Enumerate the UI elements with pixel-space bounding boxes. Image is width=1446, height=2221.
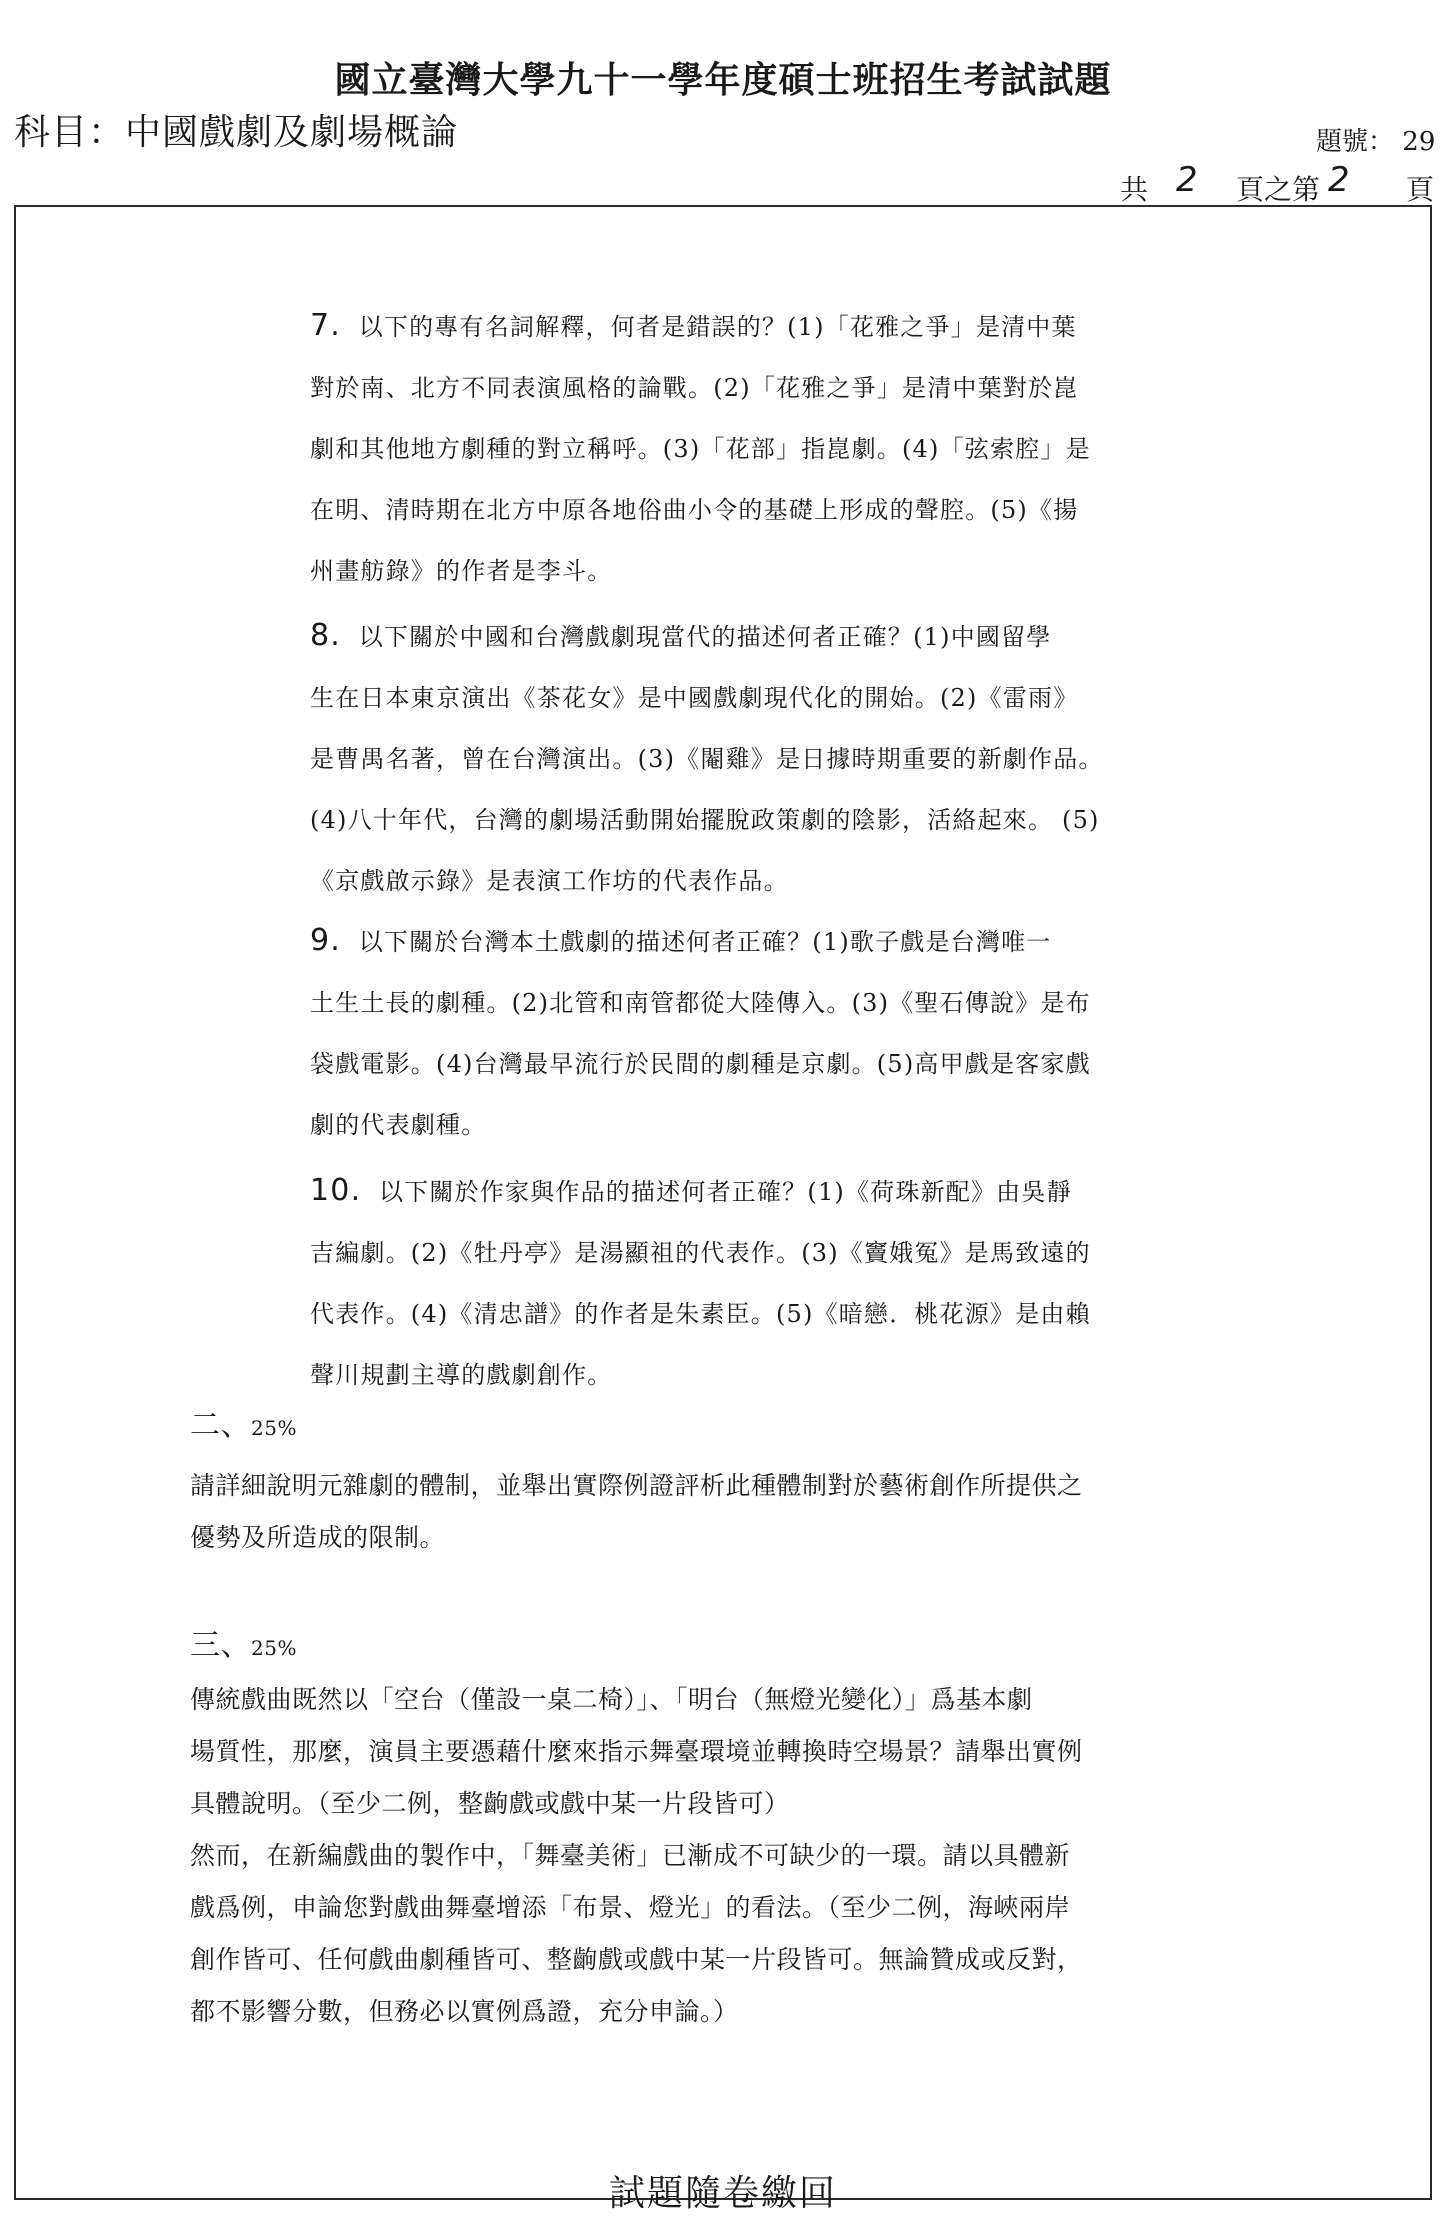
- section-3-label: 三、: [190, 1628, 251, 1663]
- question-text-line: 聲川規劃主導的戲劇創作。: [310, 1361, 613, 1389]
- question-7: [310, 295, 1170, 602]
- section-text-line: 請詳細說明元雜劇的體制，並舉出實際例證評析此種體制對於藝術創作所提供之: [190, 1471, 1083, 1500]
- section-3: [190, 1620, 1150, 2038]
- question-10: [310, 1160, 1170, 1406]
- question-number-10: 10.: [310, 1173, 362, 1208]
- question-number-8: 8.: [310, 618, 342, 653]
- question-text-line: (4)八十年代，台灣的劇場活動開始擺脫政策劇的陰影，活絡起來。 (5): [310, 806, 1100, 834]
- question-number-9: 9.: [310, 923, 342, 958]
- question-number-7: 7.: [310, 308, 342, 343]
- question-text-line: 《京戲啟示錄》是表演工作坊的代表作品。: [310, 867, 789, 895]
- question-text-line: 在明、清時期在北方中原各地俗曲小令的基礎上形成的聲腔。(5)《揚: [310, 496, 1079, 524]
- question-text-line: 以下關於台灣本土戲劇的描述何者正確？(1)歌子戲是台灣唯一: [358, 928, 1052, 956]
- question-8: [310, 605, 1170, 912]
- section-2: [190, 1400, 1150, 1564]
- section-text-line: 都不影響分數，但務必以實例爲證，充分申論。）: [190, 1997, 739, 2026]
- section-2-percent: 25%: [251, 1416, 297, 1440]
- question-number: [1316, 121, 1435, 158]
- section-text-line: 然而，在新編戲曲的製作中，「舞臺美術」已漸成不可缺少的一環。請以具體新: [190, 1841, 1071, 1870]
- page-count-suffix: 頁: [1406, 173, 1435, 206]
- question-text-line: 吉編劇。(2)《牡丹亭》是湯顯祖的代表作。(3)《竇娥冤》是馬致遠的: [310, 1239, 1091, 1267]
- page-count-total: 2: [1176, 160, 1198, 200]
- page-count-prefix: 共: [1120, 173, 1149, 206]
- section-text-line: 戲爲例，申論您對戲曲舞臺增添「布景、燈光」的看法。（至少二例，海峽兩岸: [190, 1893, 1071, 1922]
- question-9: [310, 910, 1170, 1156]
- question-text-line: 以下關於中國和台灣戲劇現當代的描述何者正確？(1)中國留學: [358, 623, 1052, 651]
- section-text-line: 創作皆可、任何戲曲劇種皆可、整齣戲或戲中某一片段皆可。無論贊成或反對，: [190, 1945, 1083, 1974]
- question-number-value: 29: [1402, 127, 1436, 157]
- exam-subject: 科目：中國戲劇及劇場概論: [14, 112, 459, 153]
- question-text-line: 劇的代表劇種。: [310, 1111, 487, 1139]
- question-text-line: 生在日本東京演出《茶花女》是中國戲劇現代化的開始。(2)《雷雨》: [310, 684, 1079, 712]
- section-text-line: 具體說明。（至少二例，整齣戲或戲中某一片段皆可）: [190, 1789, 790, 1818]
- return-exam-notice: 試題隨卷繳回: [608, 2173, 837, 2214]
- question-text-line: 是曹禺名著，曾在台灣演出。(3)《閹雞》是日據時期重要的新劇作品。: [310, 745, 1104, 773]
- section-3-percent: 25%: [251, 1636, 297, 1660]
- section-text-line: 傳統戲曲既然以「空台（僅設一桌二椅）」、「明台（無燈光變化）」爲基本劇: [190, 1685, 1033, 1714]
- section-text-line: 場質性，那麼，演員主要憑藉什麼來指示舞臺環境並轉換時空場景？請舉出實例: [190, 1737, 1083, 1766]
- question-text-line: 土生土長的劇種。(2)北管和南管都從大陸傳入。(3)《聖石傳說》是布: [310, 989, 1091, 1017]
- question-text-line: 代表作。(4)《清忠譜》的作者是朱素臣。(5)《暗戀．桃花源》是由賴: [310, 1300, 1091, 1328]
- section-2-label: 二、: [190, 1408, 251, 1443]
- question-text-line: 袋戲電影。(4)台灣最早流行於民間的劇種是京劇。(5)高甲戲是客家戲: [310, 1050, 1091, 1078]
- question-text-line: 對於南、北方不同表演風格的論戰。(2)「花雅之爭」是清中葉對於崑: [310, 374, 1079, 402]
- section-text-line: 優勢及所造成的限制。: [190, 1523, 446, 1552]
- question-text-line: 劇和其他地方劇種的對立稱呼。(3)「花部」指崑劇。(4)「弦索腔」是: [310, 435, 1091, 463]
- page-count-current: 2: [1328, 160, 1350, 200]
- question-text-line: 州畫舫錄》的作者是李斗。: [310, 557, 613, 585]
- question-text-line: 以下關於作家與作品的描述何者正確？(1)《荷珠新配》由吳靜: [378, 1178, 1072, 1206]
- question-number-label: 題號：: [1316, 127, 1395, 157]
- exam-title: 國立臺灣大學九十一學年度碩士班招生考試試題: [334, 59, 1112, 101]
- question-text-line: 以下的專有名詞解釋，何者是錯誤的？(1)「花雅之爭」是清中葉: [358, 313, 1077, 341]
- page-count-mid: 頁之第: [1236, 173, 1321, 206]
